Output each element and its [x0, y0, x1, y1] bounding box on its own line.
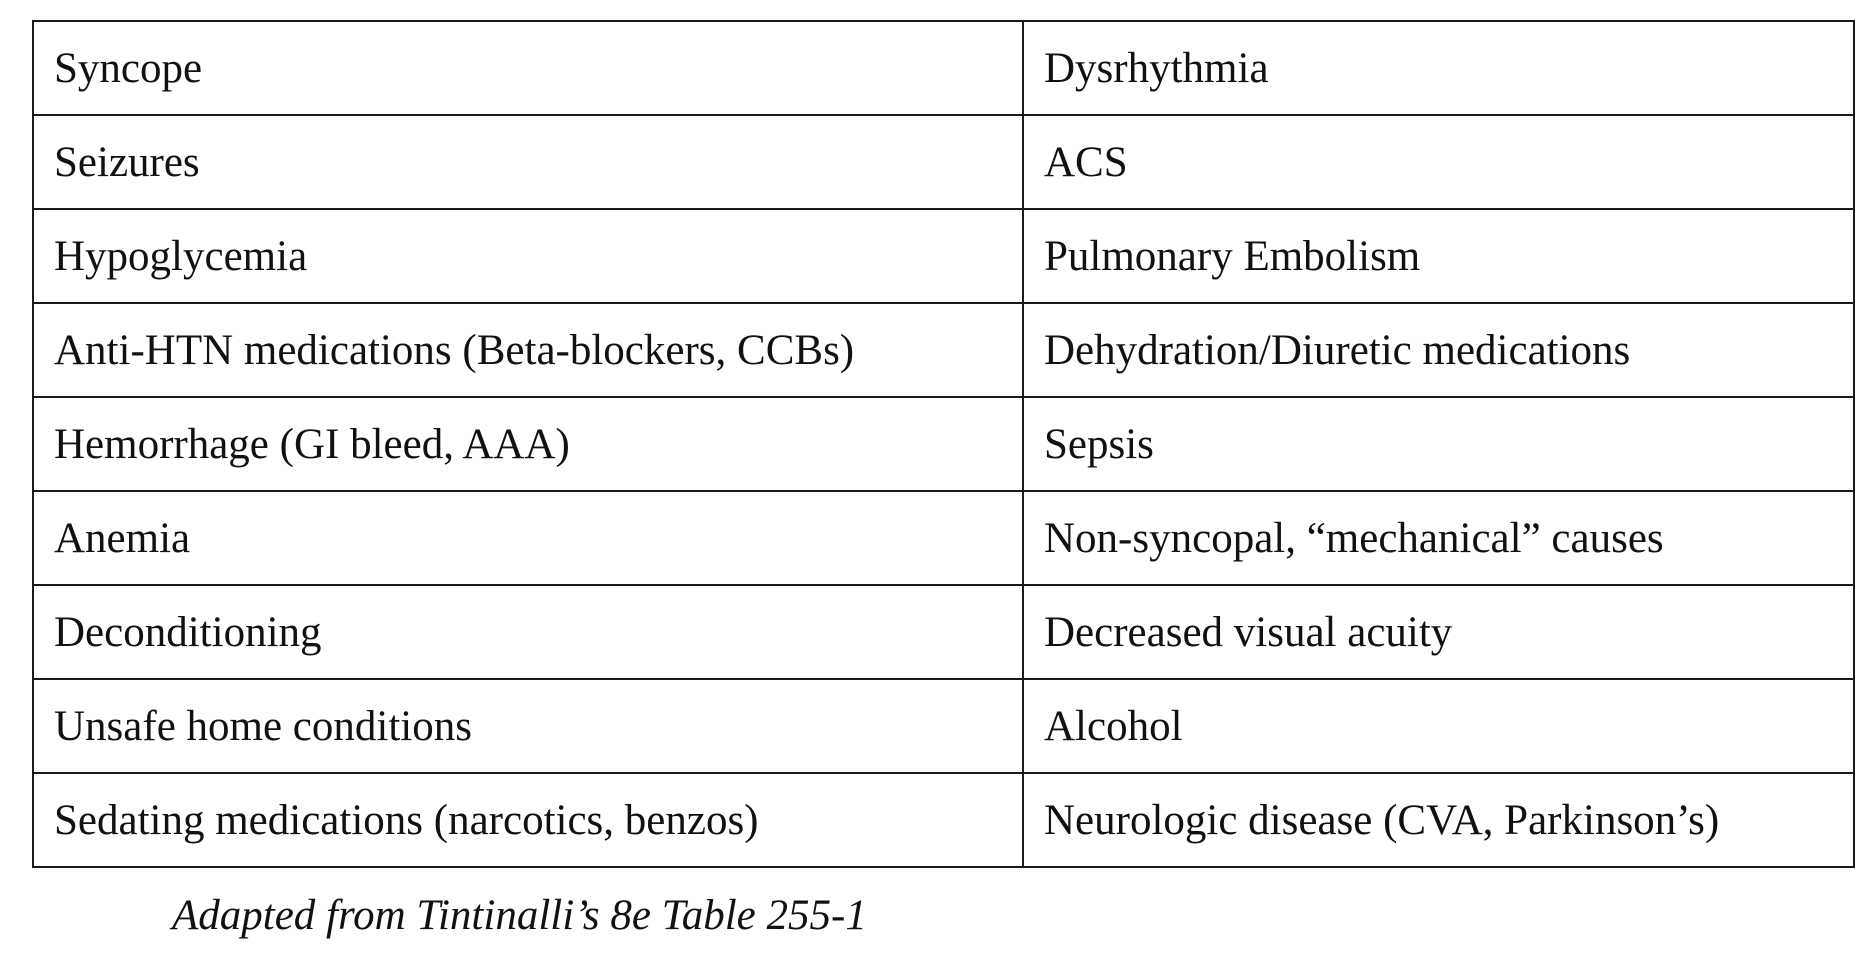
table-cell: Deconditioning [33, 585, 1023, 679]
table-cell: Hypoglycemia [33, 209, 1023, 303]
table-row [33, 397, 1854, 491]
table-cell: Anemia [33, 491, 1023, 585]
table-caption: Adapted from Tintinalli’s 8e Table 255-1 [172, 892, 867, 939]
table-cell: Alcohol [1023, 679, 1854, 773]
table-row [33, 209, 1854, 303]
table-cell: Seizures [33, 115, 1023, 209]
table-cell: Decreased visual acuity [1023, 585, 1854, 679]
causes-table [32, 20, 1855, 868]
table-cell: ACS [1023, 115, 1854, 209]
table-cell: Neurologic disease (CVA, Parkinson’s) [1023, 773, 1854, 867]
table-row [33, 303, 1854, 397]
table-cell: Sepsis [1023, 397, 1854, 491]
table-row [33, 115, 1854, 209]
table-row [33, 679, 1854, 773]
table-cell: Non-syncopal, “mechanical” causes [1023, 491, 1854, 585]
table-cell: Hemorrhage (GI bleed, AAA) [33, 397, 1023, 491]
table-cell: Syncope [33, 21, 1023, 115]
table-row [33, 585, 1854, 679]
table-cell: Unsafe home conditions [33, 679, 1023, 773]
table-row [33, 21, 1854, 115]
table-cell: Dysrhythmia [1023, 21, 1854, 115]
table-cell: Anti-HTN medications (Beta-blockers, CCBs) [33, 303, 1023, 397]
table-cell: Sedating medications (narcotics, benzos) [33, 773, 1023, 867]
table-cell: Pulmonary Embolism [1023, 209, 1854, 303]
table-row [33, 491, 1854, 585]
table-cell: Dehydration/Diuretic medications [1023, 303, 1854, 397]
table-row [33, 773, 1854, 867]
